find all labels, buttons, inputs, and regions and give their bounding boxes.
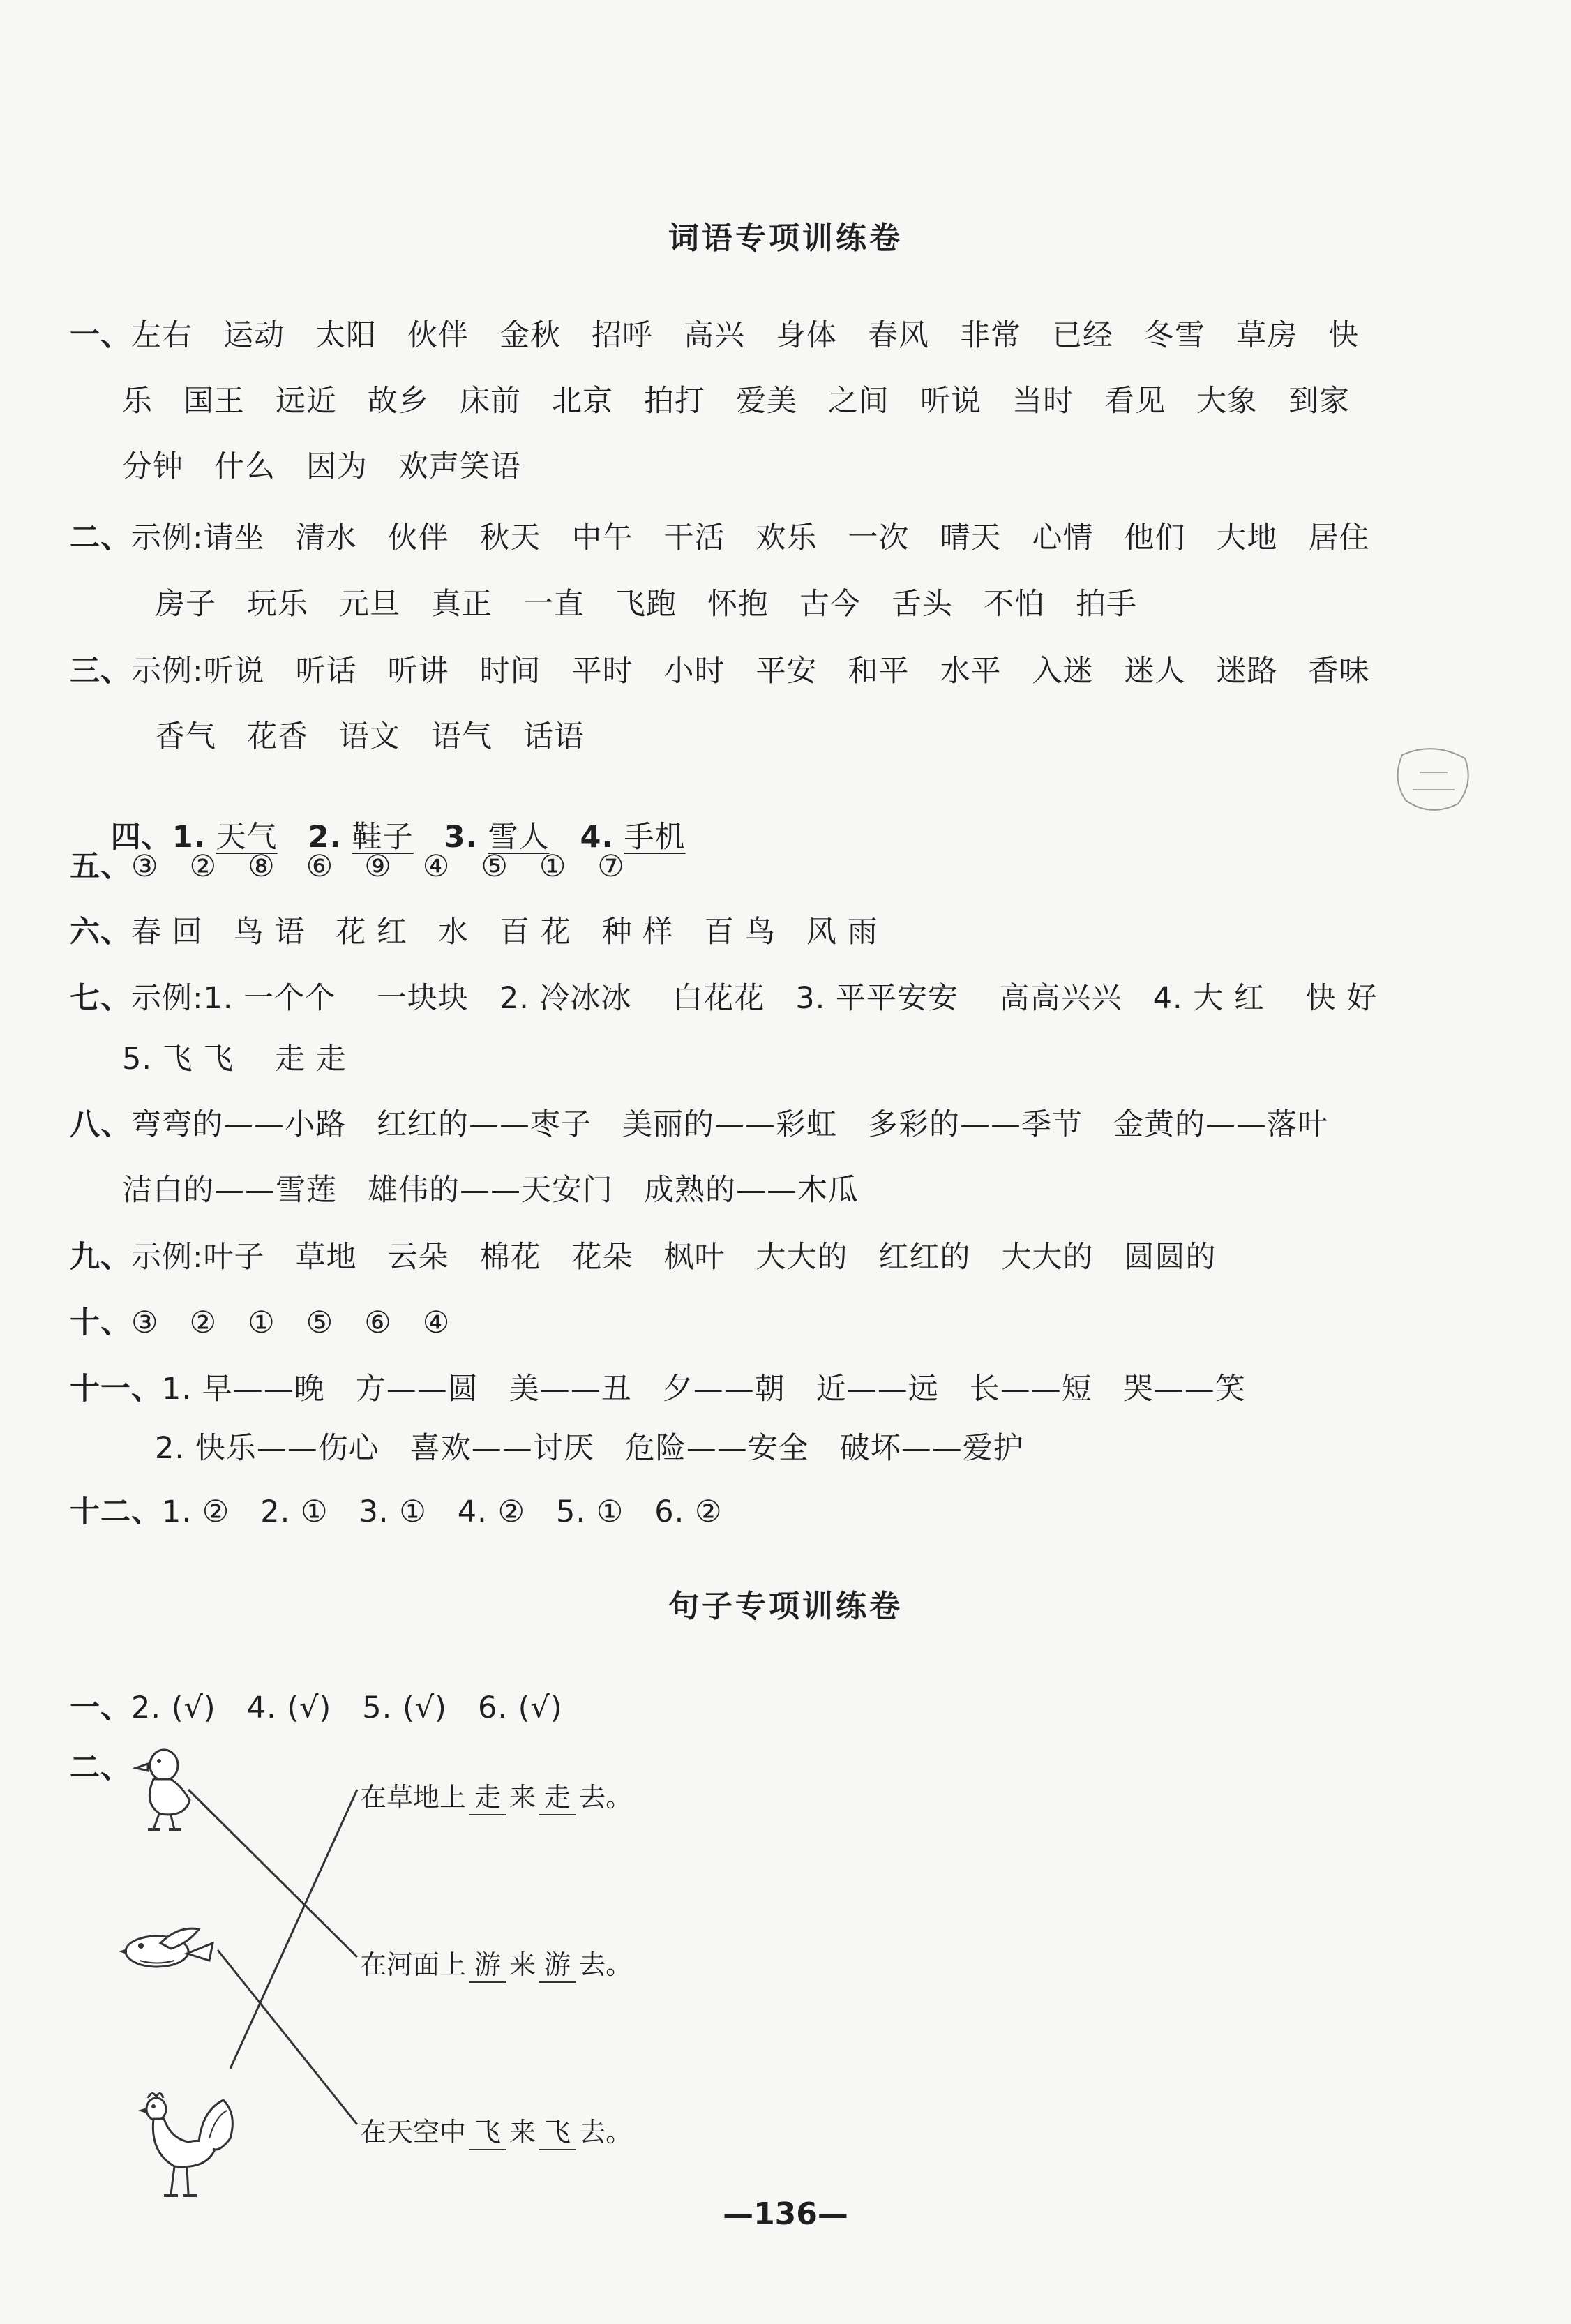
answer-line-3b: 香气 花香 语文 语气 话语 [155,719,585,754]
answer-line-11b: 2. 快乐——伤心 喜欢——讨厌 危险——安全 破坏——爱护 [155,1431,1024,1466]
answer-line-2b: 房子 玩乐 元旦 真正 一直 飞跑 怀抱 古今 舌头 不怕 拍手 [155,587,1138,622]
answer-line-11: 十一、1. 早——晚 方——圆 美——丑 夕——朝 近——远 长——短 哭——笑 [70,1372,1246,1407]
answer-line-2: 二、示例:请坐 清水 伙伴 秋天 中午 干活 欢乐 一次 晴天 心情 他们 大地 居住 [70,520,1370,555]
answer-line-7: 七、示例:1. 一个个 一块块 2. 冷冰冰 白花花 3. 平平安安 高高兴兴 4. 大 红 快 好 [70,981,1378,1016]
answer-line-1: 一、左右 运动 太阳 伙伴 金秋 招呼 高兴 身体 春风 非常 已经 冬雪 草房 快 [70,318,1360,353]
answer-line-6: 六、春 回 鸟 语 花 红 水 百 花 种 样 百 鸟 风 雨 [70,915,878,950]
sentence-sky: 在天空中 飞 来 飞 去。 [360,2111,632,2150]
answer-line-12: 十二、1. ② 2. ① 3. ① 4. ② 5. ① 6. ② [70,1494,723,1529]
duck-icon [133,1744,195,1835]
answer-line-10: 十、③ ② ① ⑤ ⑥ ④ [70,1305,451,1340]
match-line-rooster [230,1790,357,2069]
answer-line-8b: 洁白的——雪莲 雄伟的——天安门 成熟的——木瓜 [122,1173,859,1208]
sentence-grass: 在草地上 走 来 走 去。 [360,1776,632,1815]
answer-line-8: 八、弯弯的——小路 红红的——枣子 美丽的——彩虹 多彩的——季节 金黄的——落叶 [70,1107,1329,1142]
answer-line-5: 五、③ ② ⑧ ⑥ ⑨ ④ ⑤ ① ⑦ [70,849,625,884]
stamp-watermark-icon [1392,741,1475,818]
bird-icon [119,1922,216,1978]
rooster-icon [133,2090,237,2201]
answer-line-9: 九、示例:叶子 草地 云朵 棉花 花朵 枫叶 大大的 红红的 大大的 圆圆的 [70,1240,1217,1275]
sentence-river: 在河面上 游 来 游 去。 [360,1943,632,1983]
answer-line-7b: 5. 飞 飞 走 走 [122,1042,347,1077]
answer-line-3: 三、示例:听说 听话 听讲 时间 平时 小时 平安 和平 水平 入迷 迷人 迷路 香味 [70,654,1370,689]
answer-line-s2-label: 二、 [70,1751,131,1785]
page-number: —136— [723,2196,848,2232]
answer-line-4: 四、1. 天气 2. 鞋子 3. 雪人 4. 手机 [110,820,686,855]
match-line-bird [218,1950,357,2124]
section-title-sentences: 句子专项训练卷 [668,1589,903,1624]
answer-line-s1: 一、2. (√) 4. (√) 5. (√) 6. (√) [70,1690,563,1725]
section-title-words: 词语专项训练卷 [668,220,903,256]
answer-line-1b: 乐 国王 远近 故乡 床前 北京 拍打 爱美 之间 听说 当时 看见 大象 到家 [122,384,1351,419]
answer-line-1c: 分钟 什么 因为 欢声笑语 [122,449,522,484]
